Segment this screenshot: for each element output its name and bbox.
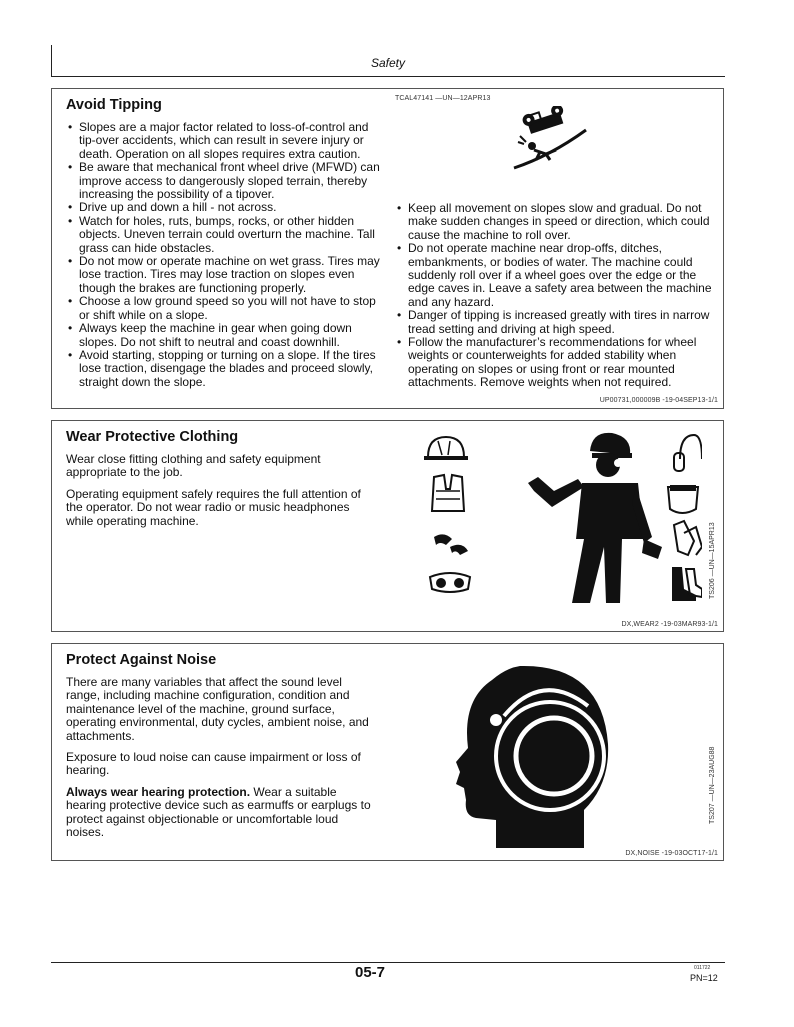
protective-clothing-title: Wear Protective Clothing [66, 429, 239, 445]
tipping-image-tag: TCAL47141 —UN—12APR13 [395, 95, 491, 102]
tipping-tractor-icon [510, 106, 590, 176]
clothing-text [66, 453, 371, 536]
page-pn: PN=12 [690, 973, 718, 983]
noise-emphasis-paragraph [66, 786, 371, 840]
section-header-title: Safety [370, 56, 406, 70]
goggles-icon [430, 573, 470, 592]
footer-small-code: 011722 [694, 965, 711, 971]
list-item: • Danger of tipping is increased greatly with tires in narrow tread setting and driving at high speed. [395, 309, 712, 336]
list-item: • Slopes are a major factor related to loss-of-control and tip-over accidents, which can result in severe injury or death. Operation on all slopes requires extra caution. [66, 121, 386, 161]
gloves-icon [674, 521, 702, 555]
list-item: • Choose a low ground speed so you will not have to stop or shift while on a slope. [66, 295, 386, 322]
earplugs-icon [434, 534, 468, 555]
safety-boots-icon [672, 567, 702, 601]
tipping-left-list [66, 121, 386, 389]
list-item: • Keep all movement on slopes slow and gradual. Do not make sudden changes in speed or direction, which could cause the machine to roll over. [395, 202, 712, 242]
noise-paragraph: Exposure to loud noise can cause impairment or loss of hearing. [66, 750, 361, 778]
clothing-paragraph: Wear close fitting clothing and safety equipment appropriate to the job. [66, 452, 321, 480]
avoid-tipping-section [51, 88, 724, 409]
tipping-right-list [395, 202, 712, 390]
noise-emphasis-text: Wear a suitable hearing protective device such as earmuffs or earplugs to protect against objectionable or uncomfortable loud noises. [66, 784, 371, 840]
protective-clothing-section [51, 420, 724, 632]
list-item: • Do not mow or operate machine on wet grass. Tires may lose traction. Tires may lose traction on slopes even though the brakes are functioning properly. [66, 255, 386, 295]
ear-muffs-icon [674, 435, 702, 471]
list-item: • Drive up and down a hill - not across. [66, 201, 386, 214]
worker-figure-icon [528, 433, 662, 603]
noise-image-tag: TS207 —UN—23AUG88 [709, 746, 716, 824]
list-item: • Be aware that mechanical front wheel drive (MFWD) can improve access to dangerously sloped terrain, thereby increasing the possibility of a tipover. [66, 161, 386, 201]
footer-rule [51, 962, 725, 963]
avoid-tipping-title: Avoid Tipping [66, 97, 162, 113]
vest-icon [432, 475, 464, 511]
protective-equipment-illustration [422, 429, 702, 604]
protect-noise-section [51, 643, 724, 861]
tipping-doc-ref: UP00731,000009B -19-04SEP13-1/1 [599, 397, 718, 404]
hearing-protection-head-icon [452, 660, 622, 850]
protect-noise-title: Protect Against Noise [66, 652, 217, 668]
face-shield-icon [668, 485, 698, 513]
noise-text [66, 676, 371, 847]
list-item: • Follow the manufacturer’s recommendations for wheel weights or counterweights for added stability when operating on slopes or using front or rear mounted attachments. Remove weights when not required. [395, 336, 712, 390]
list-item: • Do not operate machine near drop-offs, ditches, embankments, or bodies of water. The machine could suddenly roll over if a wheel goes over the edge or the edge caves in. Leave a safety area between the machine and any hazard. [395, 242, 712, 309]
page-number: 05-7 [354, 964, 386, 981]
noise-paragraph: There are many variables that affect the sound level range, including machine configuration, condition and maintenance level of the machine, ground surface, operating environmental, duty cycles, ambient noise, and attachments. [66, 675, 369, 743]
noise-doc-ref: DX,NOISE -19-03OCT17-1/1 [625, 850, 718, 857]
clothing-doc-ref: DX,WEAR2 -19-03MAR93-1/1 [621, 621, 718, 628]
noise-emphasis-bold: Always wear hearing protection. [66, 784, 251, 799]
clothing-paragraph: Operating equipment safely requires the full attention of the operator. Do not wear radio or music headphones while operating machine. [66, 486, 361, 528]
list-item: • Avoid starting, stopping or turning on a slope. If the tires lose traction, disengage the blades and proceed slowly, straight down the slope. [66, 349, 386, 389]
clothing-image-tag: TS206 —UN—15APR13 [709, 522, 716, 599]
hard-hat-icon [424, 437, 468, 460]
list-item: • Always keep the machine in gear when going down slopes. Do not shift to neutral and coast downhill. [66, 322, 386, 349]
list-item: • Watch for holes, ruts, bumps, rocks, or other hidden objects. Uneven terrain could overturn the machine. Tall grass can hide obstacles. [66, 215, 386, 255]
header-rule [51, 76, 725, 77]
